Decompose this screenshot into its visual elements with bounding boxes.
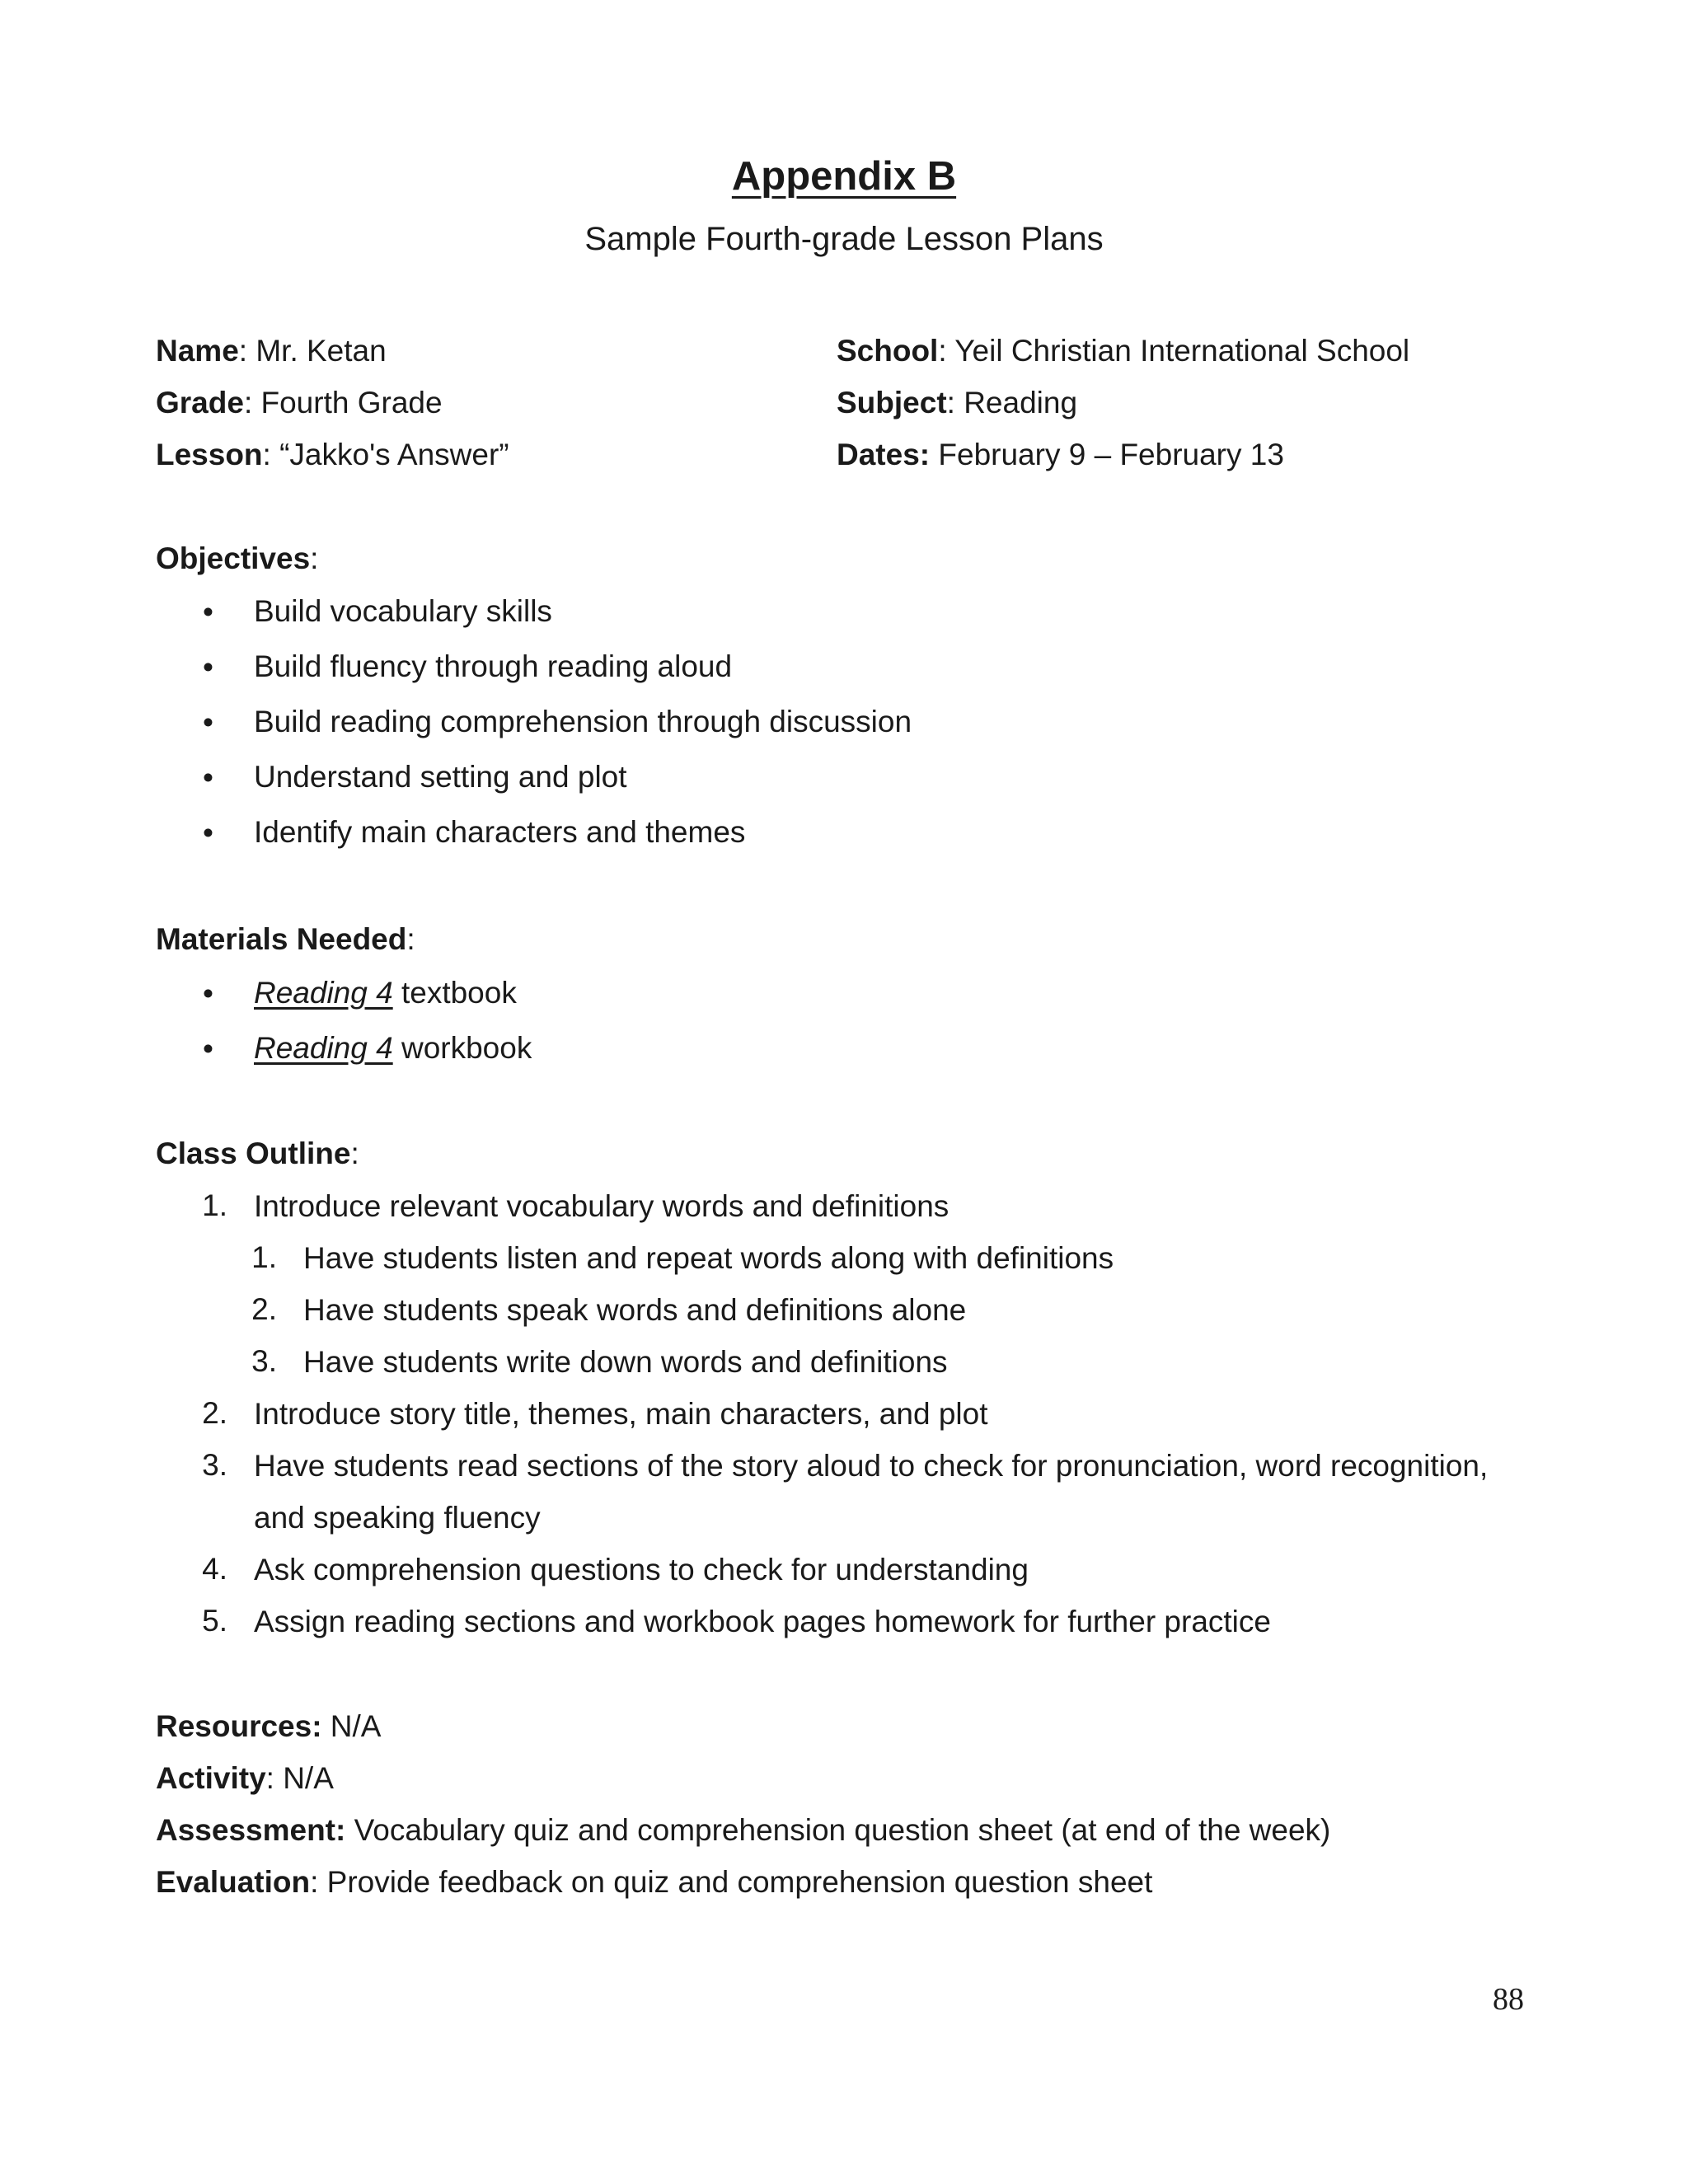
- outline-heading: [156, 1136, 359, 1172]
- objective-item: Identify main characters and themes: [254, 815, 746, 849]
- outline-item-continuation: and speaking fluency: [254, 1501, 541, 1535]
- activity-value: : N/A: [265, 1761, 334, 1795]
- subject-value: : Reading: [946, 386, 1078, 419]
- bullet-marker: •: [203, 761, 213, 794]
- lesson-value: : “Jakko's Answer”: [262, 438, 509, 471]
- materials-colon: :: [406, 922, 415, 956]
- evaluation-value: : Provide feedback on quiz and comprehension question sheet: [310, 1865, 1153, 1899]
- material-item: [254, 975, 517, 1011]
- outline-item: Assign reading sections and workbook pages homework for further practice: [254, 1605, 1271, 1638]
- list-number: 1.: [251, 1240, 277, 1274]
- objective-item: Build vocabulary skills: [254, 594, 552, 628]
- material-item: [254, 1030, 532, 1066]
- objective-item: Understand setting and plot: [254, 760, 627, 794]
- outline-heading-text: Class Outline: [156, 1137, 351, 1170]
- page-subtitle: Sample Fourth-grade Lesson Plans: [584, 221, 1104, 257]
- name-value: : Mr. Ketan: [238, 334, 387, 368]
- list-number: 3.: [202, 1448, 227, 1482]
- lesson-field: [156, 437, 509, 473]
- list-number: 2.: [202, 1396, 227, 1430]
- evaluation-label: Evaluation: [156, 1865, 311, 1899]
- assessment-label: Assessment:: [156, 1813, 346, 1847]
- outline-subitem: Have students write down words and definitions: [303, 1345, 948, 1379]
- resources-field: [156, 1708, 382, 1745]
- subject-label: Subject: [837, 386, 947, 419]
- outline-colon: :: [350, 1137, 359, 1170]
- grade-field: [156, 385, 443, 421]
- school-value: : Yeil Christian International School: [938, 334, 1410, 368]
- outline-subitem: Have students speak words and definitions alone: [303, 1293, 967, 1327]
- resources-value: N/A: [321, 1709, 382, 1743]
- objective-item: Build reading comprehension through discussion: [254, 705, 912, 738]
- objective-item: Build fluency through reading aloud: [254, 649, 733, 683]
- activity-label: Activity: [156, 1761, 266, 1795]
- page-number: 88: [1493, 1982, 1524, 2017]
- objectives-colon: :: [310, 541, 319, 575]
- name-field: [156, 333, 387, 369]
- outline-item: Have students read sections of the story aloud to check for pronunciation, word recognition,: [254, 1449, 1489, 1483]
- activity-field: [156, 1760, 334, 1797]
- resources-label: Resources:: [156, 1709, 322, 1743]
- objectives-heading: [156, 541, 318, 577]
- bullet-marker: •: [203, 977, 213, 1010]
- book-title: Reading 4: [254, 976, 393, 1010]
- list-number: 3.: [251, 1344, 277, 1378]
- materials-heading-text: Materials Needed: [156, 922, 407, 956]
- list-number: 1.: [202, 1188, 227, 1222]
- material-type: textbook: [392, 976, 517, 1010]
- assessment-field: [156, 1812, 1330, 1849]
- list-number: 4.: [202, 1552, 227, 1586]
- school-field: [837, 333, 1409, 369]
- evaluation-field: [156, 1864, 1152, 1900]
- objectives-heading-text: Objectives: [156, 541, 311, 575]
- list-number: 2.: [251, 1292, 277, 1326]
- outline-item: Ask comprehension questions to check for understanding: [254, 1553, 1029, 1586]
- page-title: Appendix B: [731, 154, 957, 199]
- bullet-marker: •: [203, 1032, 213, 1066]
- dates-label: Dates:: [837, 438, 931, 471]
- subject-field: [837, 385, 1077, 421]
- grade-label: Grade: [156, 386, 244, 419]
- book-title: Reading 4: [254, 1031, 393, 1065]
- bullet-marker: •: [203, 816, 213, 850]
- bullet-marker: •: [203, 595, 213, 629]
- bullet-marker: •: [203, 650, 213, 684]
- assessment-value: Vocabulary quiz and comprehension question sheet (at end of the week): [345, 1813, 1331, 1847]
- school-label: School: [837, 334, 939, 368]
- dates-field: [837, 437, 1284, 473]
- outline-subitem: Have students listen and repeat words along with definitions: [303, 1241, 1114, 1275]
- grade-value: : Fourth Grade: [243, 386, 443, 419]
- dates-value: February 9 – February 13: [930, 438, 1284, 471]
- lesson-label: Lesson: [156, 438, 263, 471]
- outline-item: Introduce relevant vocabulary words and definitions: [254, 1189, 950, 1223]
- outline-item: Introduce story title, themes, main characters, and plot: [254, 1397, 988, 1431]
- materials-heading: [156, 921, 415, 958]
- list-number: 5.: [202, 1604, 227, 1638]
- name-label: Name: [156, 334, 239, 368]
- bullet-marker: •: [203, 705, 213, 739]
- material-type: workbook: [392, 1031, 532, 1065]
